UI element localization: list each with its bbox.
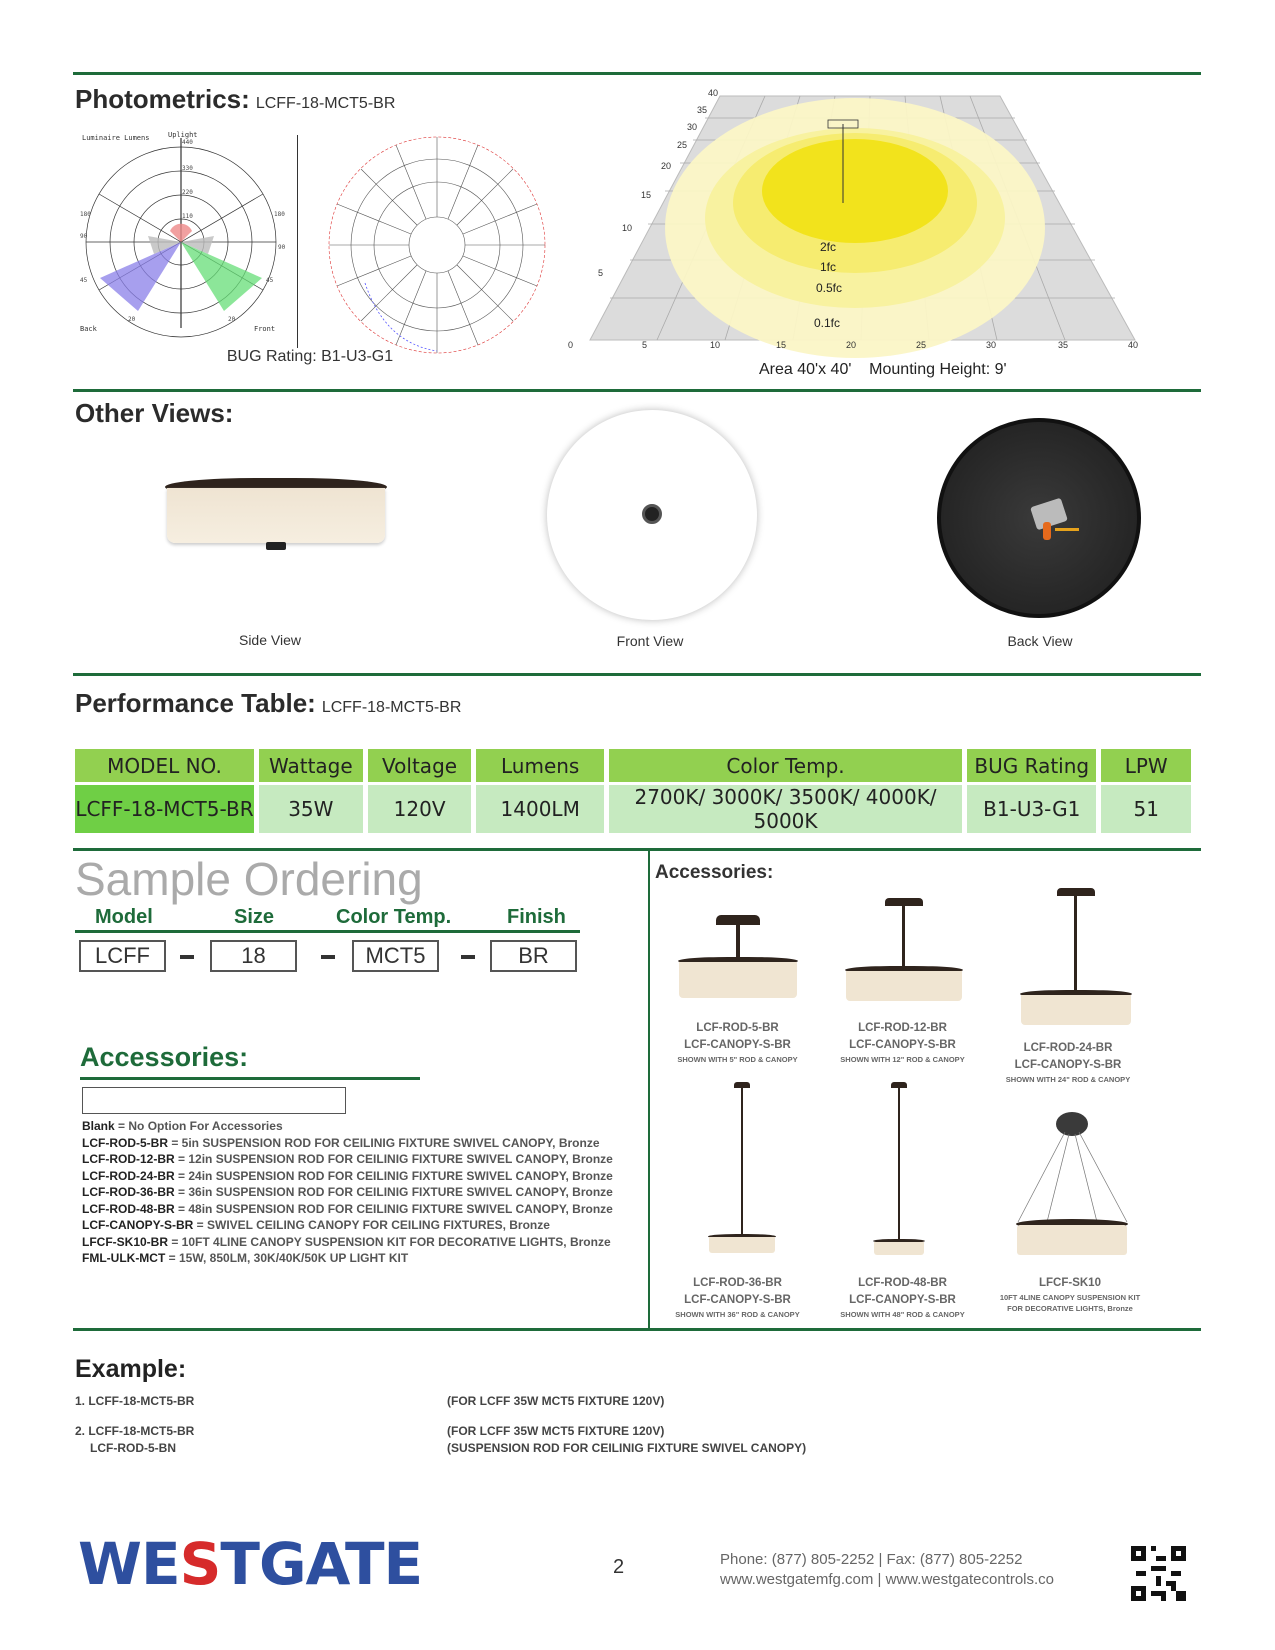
side-view-caption: Side View [238,632,301,648]
isofootcandle-plot [568,88,1180,350]
svg-text:20: 20 [228,316,236,323]
ordering-accessories-heading: Accessories: [80,1042,249,1072]
svg-text:330: 330 [182,165,193,172]
ordering-header-model: Model [95,906,153,928]
front-view-image [547,410,757,620]
cell-wattage: 35W [259,785,363,833]
accessory-option: LCF-ROD-48-BR = 48in SUSPENSION ROD FOR CEILINIG FIXTURE SWIVEL CANOPY, Bronze [82,1201,613,1216]
example-2-code: 2. LCFF-18-MCT5-BR [75,1424,195,1438]
ordering-header-color-temp: Color Temp. [336,906,452,928]
pendant-36in-image [708,1082,776,1254]
performance-rule [73,673,1201,676]
svg-text:40: 40 [708,88,719,98]
accessory-option: LCF-ROD-24-BR = 24in SUSPENSION ROD FOR CEILINIG FIXTURE SWIVEL CANOPY, Bronze [82,1168,613,1183]
svg-text:90: 90 [80,233,88,240]
svg-text:5: 5 [598,268,604,278]
accessory-option: LFCF-SK10-BR = 10FT 4LINE CANOPY SUSPENSION KIT FOR DECORATIVE LIGHTS, Bronze [82,1234,611,1249]
header-lpw: LPW [1101,749,1191,782]
iso-label-01fc: 0.1fc [814,316,841,330]
front-view-caption: Front View [616,633,684,649]
footer-web: www.westgatemfg.com | www.westgatecontrols.co [720,1571,1055,1588]
photometrics-model: LCFF-18-MCT5-BR [255,95,396,112]
polar-top-label: Uplight [168,131,198,139]
polar-back-label: Back [80,325,97,333]
accessory-option: LCF-ROD-12-BR = 12in SUSPENSION ROD FOR CEILINIG FIXTURE SWIVEL CANOPY, Bronze [82,1152,613,1166]
svg-text:30: 30 [986,340,997,350]
svg-text:35: 35 [697,105,708,115]
ordering-accessories-box [82,1087,346,1114]
ordering-value-finish: BR [490,940,577,972]
pendant-5in-image [678,915,798,1000]
svg-text:45: 45 [80,277,88,284]
performance-model: LCFF-18-MCT5-BR [321,699,462,716]
header-lumens: Lumens [476,749,604,782]
svg-text:35: 35 [1058,340,1069,350]
westgate-logo [78,1530,423,1598]
example-2-desc-accessory: (SUSPENSION ROD FOR CEILINIG FIXTURE SWIVEL CANOPY) [447,1441,807,1455]
ordering-header-underline [75,930,580,933]
svg-text:220: 220 [182,189,193,196]
iso-label-05fc: 0.5fc [816,281,843,295]
example-2-code-accessory: LCF-ROD-5-BN [90,1441,176,1455]
views-rule [73,389,1201,392]
qr-code-icon [1131,1546,1186,1601]
svg-text:10: 10 [710,340,721,350]
ordering-dash [461,955,475,959]
ordering-dash [321,955,335,959]
svg-text:440: 440 [182,139,193,146]
svg-text:45: 45 [266,277,274,284]
photometrics-heading: Photometrics: LCFF-18-MCT5-BR [75,84,396,114]
logo-text-we: WE [78,1530,180,1598]
other-views-heading: Other Views: [75,398,234,428]
accessory-caption-rod-24: LCF-ROD-24-BR LCF-CANOPY-S-BR SHOWN WITH 24" ROD & CANOPY [1005,1042,1131,1084]
svg-text:180: 180 [274,211,285,218]
footer-phone: Phone: (877) 805-2252 | Fax: (877) 805-2252 [720,1551,1023,1568]
header-color-temp: Color Temp. [609,749,962,782]
example-2-desc: (FOR LCFF 35W MCT5 FIXTURE 120V) [447,1424,665,1438]
cell-color-temp: 2700K/ 3000K/ 3500K/ 4000K/ 5000K [609,785,962,833]
performance-table [70,746,1196,836]
example-heading: Example: [75,1355,187,1383]
pendant-24in-image [1020,888,1132,1028]
header-voltage: Voltage [368,749,472,782]
top-rule [73,72,1201,75]
page-number: 2 [613,1556,625,1578]
svg-text:180: 180 [80,211,91,218]
accessory-option: LCF-CANOPY-S-BR = SWIVEL CEILING CANOPY FOR CEILING FIXTURES, Bronze [82,1218,550,1232]
ordering-value-size: 18 [210,940,297,972]
svg-text:40: 40 [1128,340,1139,350]
polar-grid-plot [325,133,550,358]
accessory-caption-rod-12: LCF-ROD-12-BR LCF-CANOPY-S-BR SHOWN WITH 12" ROD & CANOPY [840,1022,965,1064]
cell-lpw: 51 [1101,785,1191,833]
column-divider [648,850,650,1330]
header-wattage: Wattage [259,749,363,782]
performance-heading: Performance Table: LCFF-18-MCT5-BR [75,688,462,718]
cell-voltage: 120V [368,785,472,833]
back-view-image [937,418,1141,618]
ordering-accessories-underline [80,1077,420,1080]
side-view-image [165,478,387,568]
ordering-value-model: LCFF [79,940,166,972]
ordering-rule [73,848,1201,851]
ordering-header-size: Size [234,906,275,928]
accessory-caption-rod-48: LCF-ROD-48-BR LCF-CANOPY-S-BR SHOWN WITH 48" ROD & CANOPY [840,1277,965,1319]
cell-bug-rating: B1-U3-G1 [967,785,1096,833]
iso-area-caption: Area 40'x 40' Mounting Height: 9' [759,361,1007,378]
example-rule [73,1328,1201,1331]
svg-text:20: 20 [846,340,857,350]
pendant-48in-image [873,1082,925,1257]
header-bug-rating: BUG Rating [967,749,1096,782]
svg-text:90: 90 [278,244,286,251]
pendant-12in-image [845,898,963,1004]
performance-data-row [75,785,1191,833]
accessory-caption-suspension-kit: LFCF-SK10 10FT 4LINE CANOPY SUSPENSION KIT FOR DECORATIVE LIGHTS, Bronze [999,1277,1141,1313]
accessory-option: Blank = No Option For Accessories [82,1119,283,1133]
svg-text:0: 0 [568,340,574,350]
polar-left-label: Luminaire Lumens [82,134,150,142]
svg-text:15: 15 [776,340,787,350]
polar-candela-plot [78,128,298,353]
svg-text:20: 20 [661,161,672,171]
svg-text:25: 25 [916,340,927,350]
accessories-option-list [82,1118,642,1267]
ordering-dash [180,955,194,959]
cell-lumens: 1400LM [476,785,604,833]
iso-label-2fc: 2fc [820,240,837,254]
performance-header-row [75,749,1191,782]
svg-text:5: 5 [642,340,648,350]
svg-text:15: 15 [641,190,652,200]
svg-text:30: 30 [687,122,698,132]
bug-rating-caption: BUG Rating: B1-U3-G1 [226,348,394,365]
polar-divider [297,135,298,348]
accessory-option: LCF-ROD-36-BR = 36in SUSPENSION ROD FOR CEILINIG FIXTURE SWIVEL CANOPY, Bronze [82,1185,613,1199]
svg-text:20: 20 [128,316,136,323]
cell-model: LCFF-18-MCT5-BR [75,785,254,833]
sample-ordering-title: Sample Ordering [75,853,423,905]
accessory-option: FML-ULK-MCT = 15W, 850LM, 30K/40K/50K UP LIGHT KIT [82,1251,409,1265]
svg-text:10: 10 [622,223,633,233]
accessories-gallery-heading: Accessories: [655,862,774,883]
accessory-caption-rod-36: LCF-ROD-36-BR LCF-CANOPY-S-BR SHOWN WITH 36" ROD & CANOPY [675,1277,800,1319]
accessory-caption-rod-5: LCF-ROD-5-BR LCF-CANOPY-S-BR SHOWN WITH 5" ROD & CANOPY [677,1022,798,1064]
svg-text:110: 110 [182,213,193,220]
header-model: MODEL NO. [75,749,254,782]
accessory-option: LCF-ROD-5-BR = 5in SUSPENSION ROD FOR CEILINIG FIXTURE SWIVEL CANOPY, Bronze [82,1135,600,1150]
logo-text-s: S [179,1530,221,1598]
example-1-desc: (FOR LCFF 35W MCT5 FIXTURE 120V) [447,1394,665,1408]
polar-front-label: Front [254,325,276,333]
back-view-caption: Back View [1007,633,1073,649]
suspension-kit-image [1015,1112,1130,1257]
iso-label-1fc: 1fc [820,260,837,274]
footer-contact [720,1550,1054,1590]
ordering-value-color-temp: MCT5 [352,940,439,972]
svg-text:25: 25 [677,140,688,150]
ordering-header-finish: Finish [507,906,566,928]
logo-text-tgate: TGATE [220,1530,423,1598]
example-1-code: 1. LCFF-18-MCT5-BR [75,1394,195,1408]
